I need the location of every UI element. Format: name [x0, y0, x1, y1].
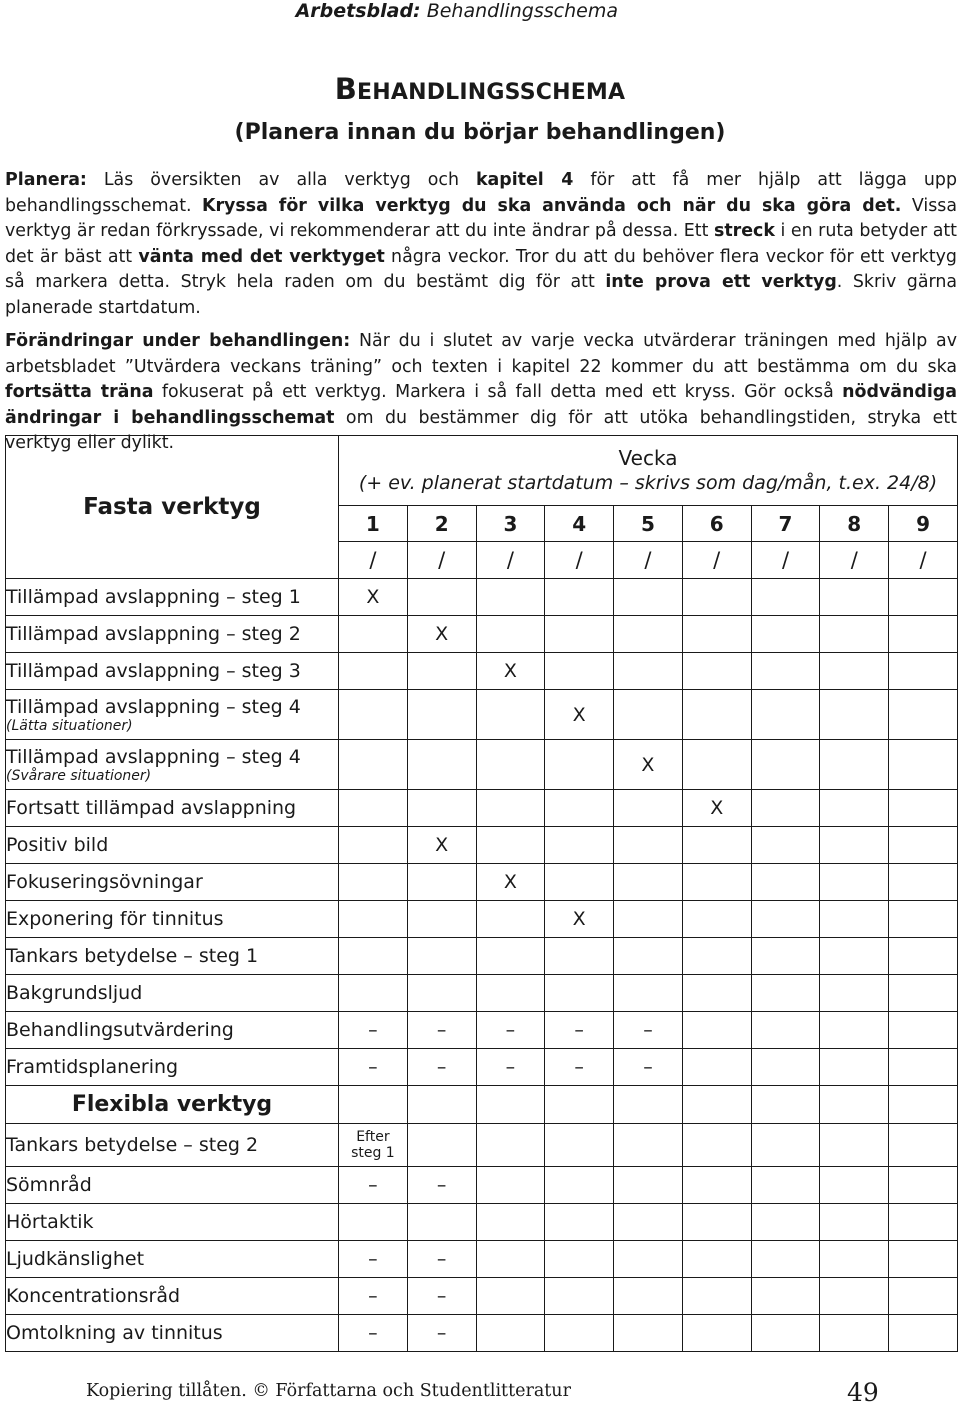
week-cell-4[interactable] [545, 864, 614, 901]
week-cell-6[interactable] [682, 938, 751, 975]
week-cell-1[interactable] [339, 864, 408, 901]
week-cell-5[interactable]: – [614, 1049, 683, 1086]
week-cell-8[interactable] [820, 864, 889, 901]
table-row [6, 827, 958, 864]
tool-name [6, 579, 339, 616]
week-cell-1[interactable] [339, 616, 408, 653]
week-cell-2[interactable]: – [407, 1167, 476, 1204]
week-cell-2[interactable]: X [407, 616, 476, 653]
week-cell-7[interactable] [751, 1241, 820, 1278]
week-cell-4[interactable] [545, 579, 614, 616]
week-number-3: 3 [476, 506, 545, 542]
week-cell-2[interactable] [407, 864, 476, 901]
week-cell-8[interactable] [820, 1241, 889, 1278]
week-cell-3[interactable]: X [476, 864, 545, 901]
week-cell-1[interactable] [339, 1204, 408, 1241]
week-cell-5[interactable] [614, 579, 683, 616]
tool-name [6, 1315, 339, 1352]
week-number-8: 8 [820, 506, 889, 542]
table-row [6, 790, 958, 827]
tool-name [6, 1012, 339, 1049]
tool-label: Fortsatt tillämpad avslappning [6, 797, 297, 819]
week-cell-1[interactable] [339, 690, 408, 740]
treatment-schedule-table [5, 435, 958, 1352]
week-cell-1[interactable]: – [339, 1012, 408, 1049]
table-row [6, 975, 958, 1012]
after-label: Efter [356, 1129, 390, 1145]
tool-label: Tillämpad avslappning – steg 2 [6, 623, 301, 645]
week-cell-7[interactable] [751, 938, 820, 975]
table-row [6, 1241, 958, 1278]
week-cell-3[interactable] [476, 1124, 545, 1167]
week-cell-2[interactable]: – [407, 1049, 476, 1086]
week-cell-5[interactable] [614, 653, 683, 690]
week-cell-7[interactable] [751, 1315, 820, 1352]
tool-label: Tankars betydelse – steg 2 [6, 1134, 259, 1156]
start-date-cell-6[interactable]: / [682, 542, 751, 579]
week-heading [339, 436, 958, 506]
table-row [6, 901, 958, 938]
week-cell-9[interactable] [889, 1012, 958, 1049]
tool-label: Tillämpad avslappning – steg 1 [6, 586, 301, 608]
week-cell-4[interactable] [545, 1241, 614, 1278]
week-cell-5[interactable] [614, 901, 683, 938]
table-row [6, 1049, 958, 1086]
tool-name [6, 901, 339, 938]
tool-name [6, 827, 339, 864]
week-cell-7[interactable] [751, 579, 820, 616]
tool-label: Sömnråd [6, 1174, 92, 1196]
table-row [6, 616, 958, 653]
week-cell-7[interactable] [751, 1204, 820, 1241]
week-cell-4[interactable] [545, 975, 614, 1012]
week-cell-9[interactable] [889, 1315, 958, 1352]
week-number-5: 5 [614, 506, 683, 542]
week-cell-1[interactable]: – [339, 1167, 408, 1204]
week-cell-8[interactable] [820, 901, 889, 938]
week-cell-5[interactable] [614, 1204, 683, 1241]
table-row [6, 740, 958, 790]
week-cell-4[interactable]: X [545, 901, 614, 938]
week-cell-3[interactable] [476, 616, 545, 653]
page-title: BEHANDLINGSSCHEMA [334, 72, 626, 106]
week-cell-2[interactable] [407, 975, 476, 1012]
start-date-cell-5[interactable]: / [614, 542, 683, 579]
tool-name [6, 864, 339, 901]
tool-label: Omtolkning av tinnitus [6, 1322, 223, 1344]
week-cell-5[interactable] [614, 938, 683, 975]
instructions-changes: Förändringar under behandlingen: När du i slutet av varje vecka utvärderar träningen med hjälp av arbetsbladet ”Utvärdera veckans träning” och texten i kapitel 22 kommer du att bestämma om du ska fortsätta träna fokuserat på ett verktyg. Markera i så fall detta med ett kryss. Gör också nödvändiga ändringar i behandlingsschemat om du bestämmer dig för att utöka behandlingstiden, stryka ett verktyg eller dylikt. [5, 331, 957, 453]
table-row [6, 1124, 958, 1167]
week-cell-1[interactable]: – [339, 1049, 408, 1086]
week-cell-6[interactable]: X [682, 790, 751, 827]
week-cell-7[interactable] [751, 616, 820, 653]
week-cell-2[interactable]: X [407, 827, 476, 864]
week-cell-5[interactable] [614, 1241, 683, 1278]
start-date-cell-9[interactable]: / [889, 542, 958, 579]
table-row [6, 579, 958, 616]
start-date-cell-7[interactable]: / [751, 542, 820, 579]
week-cell-1[interactable] [339, 740, 408, 790]
week-cell-6[interactable] [682, 740, 751, 790]
week-cell-7[interactable] [751, 1086, 820, 1124]
week-cell-8[interactable] [820, 690, 889, 740]
week-cell-7[interactable] [751, 740, 820, 790]
table-row [6, 653, 958, 690]
tool-name [6, 1204, 339, 1241]
week-cell-5[interactable] [614, 1124, 683, 1167]
week-cell-6[interactable] [682, 1049, 751, 1086]
table-row [6, 1278, 958, 1315]
start-date-cell-8[interactable]: / [820, 542, 889, 579]
week-cell-4[interactable] [545, 653, 614, 690]
week-cell-7[interactable] [751, 790, 820, 827]
tool-label: Tillämpad avslappning – steg 3 [6, 660, 301, 682]
week-cell-5[interactable] [614, 975, 683, 1012]
week-cell-6[interactable] [682, 1167, 751, 1204]
tool-label: Tillämpad avslappning – steg 4 [6, 695, 301, 718]
week-cell-1[interactable] [339, 790, 408, 827]
week-cell-2[interactable]: – [407, 1012, 476, 1049]
week-cell-2[interactable]: – [407, 1278, 476, 1315]
tool-name [6, 690, 339, 740]
week-cell-after-step1[interactable] [339, 1124, 408, 1167]
week-cell-2[interactable] [407, 579, 476, 616]
week-cell-3[interactable] [476, 1204, 545, 1241]
week-cell-6[interactable] [682, 1086, 751, 1124]
week-cell-9[interactable] [889, 1204, 958, 1241]
week-cell-7[interactable] [751, 1167, 820, 1204]
week-cell-3[interactable] [476, 740, 545, 790]
week-cell-2[interactable]: – [407, 1315, 476, 1352]
week-cell-3[interactable] [476, 1167, 545, 1204]
week-cell-6[interactable] [682, 975, 751, 1012]
week-cell-8[interactable] [820, 975, 889, 1012]
week-cell-8[interactable] [820, 1315, 889, 1352]
week-cell-6[interactable] [682, 864, 751, 901]
week-cell-1[interactable] [339, 827, 408, 864]
week-cell-3[interactable] [476, 1278, 545, 1315]
week-cell-3[interactable] [476, 790, 545, 827]
week-cell-1[interactable] [339, 975, 408, 1012]
week-cell-1[interactable]: – [339, 1241, 408, 1278]
week-cell-5[interactable] [614, 1167, 683, 1204]
fixed-tools-heading: Fasta verktyg [6, 436, 339, 579]
week-cell-4[interactable] [545, 790, 614, 827]
instructions [5, 168, 957, 465]
tool-sublabel: (Lätta situationer) [6, 717, 133, 734]
week-cell-9[interactable] [889, 790, 958, 827]
week-cell-5[interactable]: X [614, 740, 683, 790]
week-cell-3[interactable] [476, 690, 545, 740]
week-cell-5[interactable] [614, 827, 683, 864]
week-cell-3[interactable]: X [476, 653, 545, 690]
week-cell-7[interactable] [751, 1049, 820, 1086]
tool-label: Bakgrundsljud [6, 982, 143, 1004]
week-cell-7[interactable] [751, 690, 820, 740]
week-cell-4[interactable] [545, 1278, 614, 1315]
tool-name [6, 740, 339, 790]
week-cell-6[interactable] [682, 1204, 751, 1241]
tool-name [6, 1278, 339, 1315]
tool-sublabel: (Svårare situationer) [6, 767, 152, 784]
tool-name [6, 938, 339, 975]
week-cell-2[interactable] [407, 938, 476, 975]
week-cell-9[interactable] [889, 901, 958, 938]
week-cell-6[interactable] [682, 1278, 751, 1315]
week-cell-4[interactable] [545, 1167, 614, 1204]
week-cell-5[interactable] [614, 616, 683, 653]
week-cell-8[interactable] [820, 827, 889, 864]
page-subtitle: (Planera innan du börjar behandlingen) [234, 120, 726, 145]
week-cell-3[interactable] [476, 975, 545, 1012]
footer-copyright: Kopiering tillåten. © Författarna och Studentlitteratur [86, 1381, 571, 1401]
week-heading-title: Vecka [618, 445, 678, 470]
table-row [6, 1204, 958, 1241]
week-cell-8[interactable] [820, 1278, 889, 1315]
week-cell-5[interactable] [614, 790, 683, 827]
week-cell-4[interactable] [545, 1086, 614, 1124]
week-cell-3[interactable] [476, 579, 545, 616]
week-cell-7[interactable] [751, 1278, 820, 1315]
tool-label: Positiv bild [6, 834, 109, 856]
week-cell-5[interactable] [614, 1278, 683, 1315]
week-cell-2[interactable] [407, 790, 476, 827]
tool-name [6, 1167, 339, 1204]
week-number-1: 1 [339, 506, 408, 542]
week-cell-6[interactable] [682, 1315, 751, 1352]
tool-name [6, 1124, 339, 1167]
running-header [0, 0, 960, 22]
week-cell-2[interactable] [407, 1204, 476, 1241]
week-cell-4[interactable]: – [545, 1012, 614, 1049]
week-cell-3[interactable] [476, 1241, 545, 1278]
week-cell-8[interactable] [820, 1204, 889, 1241]
week-cell-9[interactable] [889, 1086, 958, 1124]
week-cell-3[interactable]: – [476, 1012, 545, 1049]
week-cell-1[interactable] [339, 938, 408, 975]
week-heading-note: (+ ev. planerat startdatum – skrivs som dag/mån, t.ex. 24/8) [358, 471, 938, 494]
tool-label: Koncentrationsråd [6, 1285, 181, 1307]
week-cell-8[interactable] [820, 1086, 889, 1124]
week-cell-4[interactable] [545, 740, 614, 790]
week-cell-1[interactable]: – [339, 1278, 408, 1315]
week-cell-1[interactable]: – [339, 1315, 408, 1352]
week-number-4: 4 [545, 506, 614, 542]
week-cell-6[interactable] [682, 616, 751, 653]
table-row [6, 1315, 958, 1352]
week-cell-6[interactable] [682, 690, 751, 740]
tool-label: Tankars betydelse – steg 1 [6, 945, 259, 967]
flexible-tools-heading: Flexibla verktyg [6, 1086, 339, 1124]
week-cell-9[interactable] [889, 1278, 958, 1315]
start-date-cell-3[interactable]: / [476, 542, 545, 579]
week-cell-4[interactable] [545, 1204, 614, 1241]
week-cell-9[interactable] [889, 864, 958, 901]
week-cell-4[interactable] [545, 1124, 614, 1167]
week-cell-9[interactable] [889, 975, 958, 1012]
week-cell-2[interactable] [407, 1124, 476, 1167]
week-cell-3[interactable] [476, 1086, 545, 1124]
table-row [6, 938, 958, 975]
tool-label: Ljudkänslighet [6, 1248, 145, 1270]
week-cell-1[interactable]: X [339, 579, 408, 616]
week-cell-3[interactable]: – [476, 1049, 545, 1086]
week-cell-6[interactable] [682, 901, 751, 938]
week-cell-9[interactable] [889, 616, 958, 653]
week-cell-6[interactable] [682, 1124, 751, 1167]
week-cell-7[interactable] [751, 975, 820, 1012]
week-cell-1[interactable] [339, 653, 408, 690]
tool-label: Tillämpad avslappning – steg 4 [6, 745, 301, 768]
week-cell-7[interactable] [751, 1012, 820, 1049]
table-row [6, 1012, 958, 1049]
week-cell-6[interactable] [682, 653, 751, 690]
week-cell-8[interactable] [820, 1012, 889, 1049]
week-cell-9[interactable] [889, 1124, 958, 1167]
week-cell-8[interactable] [820, 1049, 889, 1086]
running-header-title: Behandlingsschema [420, 0, 618, 22]
week-cell-2[interactable] [407, 1086, 476, 1124]
week-cell-4[interactable]: X [545, 690, 614, 740]
week-cell-4[interactable] [545, 616, 614, 653]
start-date-cell-1[interactable]: / [339, 542, 408, 579]
week-cell-8[interactable] [820, 1124, 889, 1167]
week-cell-4[interactable] [545, 1315, 614, 1352]
week-cell-5[interactable] [614, 1086, 683, 1124]
week-cell-8[interactable] [820, 653, 889, 690]
week-cell-9[interactable] [889, 827, 958, 864]
start-date-cell-4[interactable]: / [545, 542, 614, 579]
week-cell-3[interactable] [476, 1315, 545, 1352]
tool-label: Exponering för tinnitus [6, 908, 224, 930]
week-cell-6[interactable] [682, 579, 751, 616]
week-number-6: 6 [682, 506, 751, 542]
tool-name [6, 975, 339, 1012]
table-row [6, 690, 958, 740]
week-cell-9[interactable] [889, 579, 958, 616]
table-row [6, 864, 958, 901]
week-cell-6[interactable] [682, 1012, 751, 1049]
after-step-label: steg 1 [351, 1145, 395, 1161]
week-cell-9[interactable] [889, 1241, 958, 1278]
week-cell-4[interactable]: – [545, 1049, 614, 1086]
instructions-plan: Planera: Läs översikten av alla verktyg och kapitel 4 för att få mer hjälp att lägga upp behandlingsschemat. Kryssa för vilka verktyg du ska använda och när du ska göra det. Vissa verktyg är redan förkryssade, vi rekommenderar att du inte ändrar på dessa. Ett streck i en ruta betyder att det är bäst att vänta med det verktyget några veckor. Tror du att du behöver flera veckor för ett verktyg så markera detta. Stryk hela raden om du bestämt dig för att inte prova ett verktyg. Skriv gärna planerade startdatum. [5, 170, 957, 318]
week-cell-5[interactable] [614, 1315, 683, 1352]
running-header-label: Arbetsblad: [295, 0, 421, 22]
tool-label: Fokuseringsövningar [6, 871, 203, 893]
week-cell-6[interactable] [682, 827, 751, 864]
week-cell-8[interactable] [820, 579, 889, 616]
tool-name [6, 616, 339, 653]
week-cell-4[interactable] [545, 827, 614, 864]
week-cell-4[interactable] [545, 938, 614, 975]
week-cell-7[interactable] [751, 864, 820, 901]
week-cell-8[interactable] [820, 616, 889, 653]
page-number: 49 [847, 1378, 879, 1407]
week-cell-2[interactable] [407, 690, 476, 740]
week-cell-2[interactable] [407, 901, 476, 938]
week-cell-9[interactable] [889, 690, 958, 740]
week-cell-3[interactable] [476, 901, 545, 938]
week-cell-7[interactable] [751, 1124, 820, 1167]
week-cell-9[interactable] [889, 740, 958, 790]
week-cell-3[interactable] [476, 938, 545, 975]
tool-label: Framtidsplanering [6, 1056, 179, 1078]
table-row [6, 1167, 958, 1204]
tool-name [6, 653, 339, 690]
week-cell-9[interactable] [889, 653, 958, 690]
week-cell-2[interactable] [407, 653, 476, 690]
flexible-tools-heading-row [6, 1086, 958, 1124]
week-cell-8[interactable] [820, 790, 889, 827]
start-date-cell-2[interactable]: / [407, 542, 476, 579]
week-cell-2[interactable] [407, 740, 476, 790]
week-cell-5[interactable] [614, 690, 683, 740]
week-cell-9[interactable] [889, 1049, 958, 1086]
week-cell-9[interactable] [889, 1167, 958, 1204]
tool-name [6, 790, 339, 827]
week-cell-6[interactable] [682, 1241, 751, 1278]
week-cell-8[interactable] [820, 740, 889, 790]
week-cell-2[interactable]: – [407, 1241, 476, 1278]
week-cell-7[interactable] [751, 827, 820, 864]
week-number-7: 7 [751, 506, 820, 542]
week-cell-9[interactable] [889, 938, 958, 975]
week-number-9: 9 [889, 506, 958, 542]
week-cell-5[interactable]: – [614, 1012, 683, 1049]
week-number-2: 2 [407, 506, 476, 542]
week-cell-8[interactable] [820, 1167, 889, 1204]
week-cell-7[interactable] [751, 653, 820, 690]
tool-label: Hörtaktik [6, 1211, 94, 1233]
week-cell-3[interactable] [476, 827, 545, 864]
tool-label: Behandlingsutvärdering [6, 1019, 234, 1041]
week-cell-8[interactable] [820, 938, 889, 975]
week-cell-1[interactable] [339, 1086, 408, 1124]
week-cell-5[interactable] [614, 864, 683, 901]
week-cell-7[interactable] [751, 901, 820, 938]
tool-name [6, 1241, 339, 1278]
tool-name [6, 1049, 339, 1086]
week-cell-1[interactable] [339, 901, 408, 938]
